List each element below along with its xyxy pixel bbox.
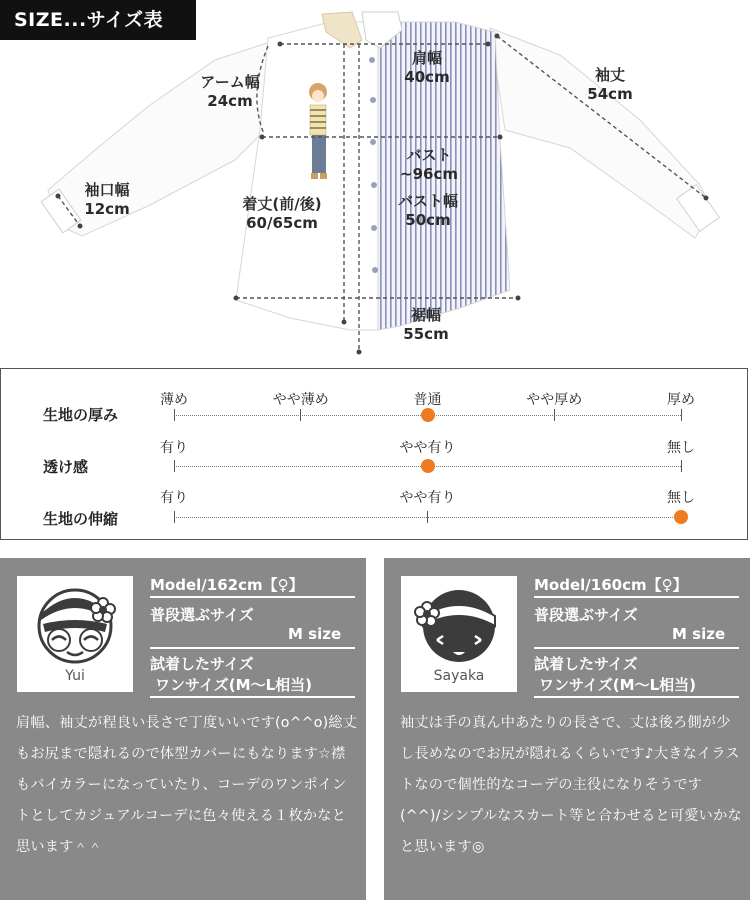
tried-size-label: 試着したサイズ [534,655,638,673]
avatar-sayaka [401,576,517,692]
fabric-thickness-tick: 厚め [667,392,695,408]
fabric-sheerness-title: 透け感 [43,458,89,476]
fabric-sheerness-tick: 有り [160,440,188,456]
fabric-thickness-tick: やや厚め [526,392,583,408]
usual-size-label: 普段選ぶサイズ [534,606,638,624]
fabric-thickness-tick: やや薄め [272,392,329,408]
fabric-sheerness-tick: 無し [667,440,695,456]
tried-size-value: ワンサイズ(M〜L相当) [539,676,696,694]
fabric-stretch-tick: 有り [160,490,188,506]
measurement-length: 着丈(前/後) 60/65cm [242,195,322,232]
fabric-panel [0,368,748,540]
fabric-stretch-tick: やや有り [399,490,456,506]
shirt-right-sleeve [490,28,712,238]
measurement-bust: バスト ~96cm [400,146,458,183]
measurement-shoulder: 肩幅 40cm [404,49,450,86]
usual-size-value: M size [672,625,726,643]
model-comment: 袖丈は手の真ん中あたりの長さで、丈は後ろ側が少し長めなのでお尻が隠れるくらいです♪大きなイラストなので個性的なコーデの主役になりそうです(^^)/シンプルなスカート等と合わせると可愛いかなと思います◎ [400,715,742,855]
avatar-name: Yui [65,668,85,684]
usual-size-label: 普段選ぶサイズ [150,606,254,624]
fabric-thickness-tick: 薄め [160,392,188,408]
usual-size-value: M size [288,625,342,643]
fabric-sheerness-marker [421,459,435,473]
model-card-yui [0,558,366,900]
fabric-thickness-tick: 普通 [413,392,442,408]
model-height: Model/160cm【♀】 [534,576,688,594]
model-card-sayaka [384,558,750,900]
avatar-yui [17,576,133,692]
measurement-sleeve: 袖丈 54cm [587,66,633,103]
fabric-stretch-tick: 無し [667,490,695,506]
measurement-armhole: アーム幅 24cm [200,73,260,110]
avatar-name: Sayaka [433,668,485,684]
model-height: Model/162cm【♀】 [150,576,304,594]
size-title: SIZE...サイズ表 [0,0,196,40]
size-section [0,0,750,365]
model-comment: 肩幅、袖丈が程良い長さで丁度いいです(o^^o)総丈もお尻まで隠れるので体型カバーにもなります☆襟もバイカラーになっていたり、コーデのワンポイントとしてカジュアルコーデに色々使える１枚かなと思います＾＾ [16,715,358,855]
measurement-hem: 裾幅 55cm [403,306,449,343]
tried-size-value: ワンサイズ(M〜L相当) [155,676,312,694]
tried-size-label: 試着したサイズ [150,655,254,673]
measurement-bust-width: バスト幅 50cm [397,192,458,229]
fabric-thickness-title: 生地の厚み [43,406,119,424]
measurement-cuff: 袖口幅 12cm [84,181,130,218]
fabric-thickness-marker [421,408,435,422]
fabric-stretch-title: 生地の伸縮 [43,510,119,528]
fabric-sheerness-tick: やや有り [399,440,456,456]
fabric-stretch-marker [674,510,688,524]
